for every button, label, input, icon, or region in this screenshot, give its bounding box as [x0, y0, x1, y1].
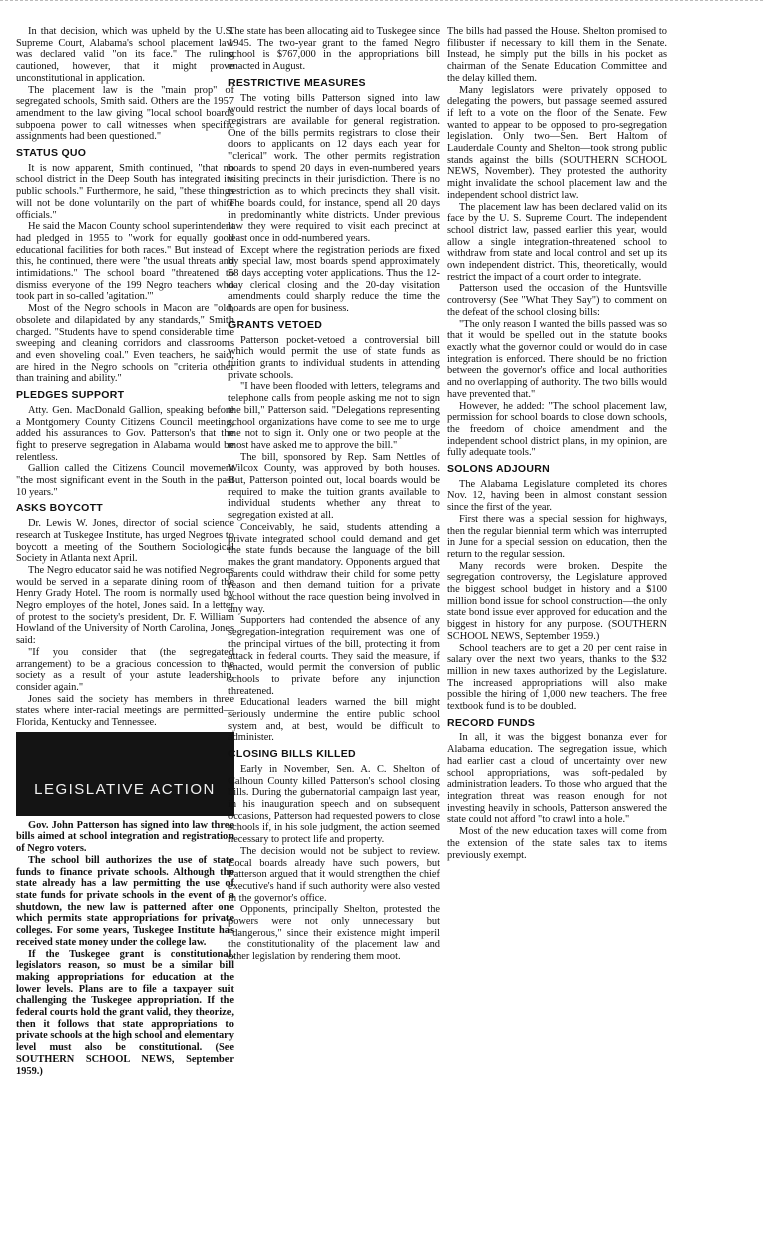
paragraph: Supporters had contended the absence of any segregation-integration requirement was one of the principal virtues of the bill, protecting it from attack in federal courts. They said the measure, if enacted, would permit the conversion of public schools to private before any injunction threatened. — [228, 615, 440, 697]
column-1 — [16, 26, 234, 1249]
section-heading: RECORD FUNDS — [447, 716, 536, 729]
paragraph: The placement law has been declared valid on its face by the U. S. Supreme Court. The independent school district law, passed earlier this year, would allow a single integration-threatened school to withdraw from state and local control and set up its own independent district. This, theoretically, would restrict the impact of a court order to integrate. — [447, 201, 667, 283]
paragraph: "If you consider that (the segregated arrangement) to be a gracious concession to the society as a result of your astute leadership, consider again." — [16, 646, 234, 693]
paragraph: The placement law is the "main prop" of segregated schools, Smith said. Others are the 1957 amendment to the law giving "local school boards subpoena power to call witnesses when specific assignments had been questioned." — [16, 84, 234, 143]
paragraph: In all, it was the biggest bonanza ever for Alabama education. The segregation issue, which had earlier cast a cloud of uncertainty over new school appropriations, was soft-pedaled by administration leaders. To those who argued that the integration threat was reason enough for not investing heavily in schools, Patterson answered the state could not afford "to crawl into a hole." — [447, 732, 667, 826]
section-banner: LEGISLATIVE ACTION — [16, 732, 234, 816]
article-block — [228, 26, 440, 73]
paragraph: The bill, sponsored by Rep. Sam Nettles of Wilcox County, was approved by both houses. But, Patterson pointed out, local boards would be required to make the tuition grants available to individual students whether any threat to segregation existed at all. — [228, 451, 440, 522]
article-block — [16, 26, 234, 143]
paragraph: Most of the Negro schools in Macon are "old, obsolete and dilapidated by any standards," Smith charged. "Students have to spend considerable time sweeping and cleaning corridors and classrooms and even shoveling coal." Even teachers, he said, are hired in the Negro schools on "criteria other than training and ability." — [16, 303, 234, 385]
paragraph: Early in November, Sen. A. C. Shelton of Calhoun County killed Patterson's school closing bills. During the gubernatorial campaign last year, in his inauguration speech and on subsequent occasions, Patterson had requested powers to close schools if, in his sole judgment, the action seemed necessary to protect life and property. — [228, 763, 440, 846]
article-block — [16, 820, 234, 1077]
paragraph: Educational leaders warned the bill might seriously undermine the entire public school system and, at best, would be difficult to administer. — [228, 697, 440, 744]
paragraph: Gov. John Patterson has signed into law three bills aimed at school integration and registration of Negro voters. — [16, 819, 234, 855]
paragraph: Conceivably, he said, students attending a private integrated school could demand and get the state funds because the language of the bill makes the grant mandatory. Opponents argued that parents could withdraw their child for some petty reason and then demand tuition for a private school without the race question being involved in any way. — [228, 521, 440, 615]
section-heading: RESTRICTIVE MEASURES — [228, 76, 366, 89]
column-3 — [447, 26, 667, 1249]
article-block — [228, 320, 440, 744]
article-block — [228, 749, 440, 963]
paragraph: If the Tuskegee grant is constitutional, legislators reason, so must be a similar bill making appropriations for education at the lower levels. Plans are to file a taxpayer suit challenging the Tuskegee appropriation. If the federal courts hold the grant valid, they theorize, then it follows that state appropriations to private schools at the high school and elementary level must also be constitutional. (See SOUTHERN SCHOOL NEWS, September 1959.) — [16, 948, 234, 1077]
paragraph: The bills had passed the House. Shelton promised to filibuster if necessary to kill them in the Senate. Instead, he simply put the bills in his pocket as chairman of the Senate Education Committee and the delay killed them. — [447, 26, 667, 84]
paragraph: Dr. Lewis W. Jones, director of social science research at Tuskegee Institute, has urged Negroes to boycott a meeting of the Southern Sociological Society in Atlanta next April. — [16, 518, 234, 565]
article-block — [16, 390, 234, 498]
paragraph: Many legislators were privately opposed to delegating the powers, but passage seemed assured if left to a vote on the floor of the Senate. Few wanted to appear to be opposed to pro-segregation legislation. Only two—Sen. Bert Haltom of Lauderdale County and Shelton—took strong public stands against the bills (SOUTHERN SCHOOL NEWS, November). They protested the authority might invalidate the school placement law and the independent school district law. — [447, 84, 667, 201]
section-heading: STATUS QUO — [16, 147, 87, 160]
paragraph: Patterson pocket-vetoed a controversial bill which would permit the use of state funds as tuition grants to individual students in attending private schools. — [228, 334, 440, 381]
section-heading: CLOSING BILLS KILLED — [228, 748, 356, 761]
paragraph: It is now apparent, Smith continued, "that no school district in the Deep South has integrated its public schools." Furthermore, he said, "these things will not be done voluntarily on the part of white officials." — [16, 162, 234, 221]
paragraph: Opponents, principally Shelton, protested the powers were not only unnecessary but "dangerous," since their existence might imperil the constitutionality of the placement law and other legislation by rendering them moot. — [228, 904, 440, 963]
paragraph: Except where the registration periods are fixed by special law, most boards spend approximately 58 days accepting voter applications. Thus the 12-day clerical closing and the 20-day visitation amendments could sharply reduce the time the boards are open for business. — [228, 244, 440, 315]
paragraph: In that decision, which was upheld by the U.S. Supreme Court, Alabama's school placement law was declared valid "on its face." The ruling cautioned, however, that it might prove unconstitutional in application. — [16, 26, 234, 84]
article-block — [16, 148, 234, 385]
paragraph: "I have been flooded with letters, telegrams and telephone calls from people asking me not to sign the bill," Patterson said. "Delegations representing school organizations have come to see me to urge me not to sign it. Only one or two people at the most have asked me to approve the bill." — [228, 381, 440, 451]
article-block — [447, 718, 667, 861]
paragraph: The Negro educator said he was notified Negroes would be served in a separate dining room of the Henry Grady Hotel. The room is normally used by Negro employes of the hotel, Jones said. In a letter of protest to the society's president, Dr. F. William Howland of the University of North Carolina, Jones said: — [16, 564, 234, 647]
paragraph: Gallion called the Citizens Council movement "the most significant event in the South in the past 10 years." — [16, 463, 234, 498]
section-heading: GRANTS VETOED — [228, 318, 323, 331]
paragraph: However, he added: "The school placement law, permission for school boards to close down schools, the freedom of choice amendment and the independent school district plans, in my opinion, are fully adequate tools." — [447, 400, 667, 459]
paragraph: First there was a special session for highways, then the regular biennial term which was interrupted in June for a special session on education, then the return to the regular session. — [447, 513, 667, 560]
paragraph: Most of the new education taxes will come from the extension of the state sales tax to items previously exempt. — [447, 826, 667, 861]
column-2 — [228, 26, 440, 1249]
paragraph: Patterson used the occasion of the Huntsville controversy (See "What They Say") to comment on the defeat of the school closing bills: — [447, 283, 667, 318]
article-block — [447, 464, 667, 713]
paragraph: The state has been allocating aid to Tuskegee since 1945. The two-year grant to the famed Negro school is $767,000 in the appropriations bill enacted in August. — [228, 26, 440, 73]
paragraph: He said the Macon County school superintendent had pledged in 1955 to "work for equally good educational facilities for both races." But instead of this, he continued, there were "the usual threats and intimidations." The school board "threatened to dismiss everyone of the 199 Negro teachers who took part in so-called 'agitation.'" — [16, 221, 234, 303]
paragraph: The decision would not be subject to review. Local boards already have such powers, but Patterson argued that it would strengthen the chief executive's hand if such authority were also vested in the governor's office. — [228, 845, 440, 904]
section-heading: PLEDGES SUPPORT — [16, 389, 125, 402]
paragraph: Many records were broken. Despite the segregation controversy, the Legislature approved the biggest school budget in history and a $100 million bond issue for school construction—the only state bond issue ever approved for education and the biggest in history for any purpose. (SOUTHERN SCHOOL NEWS, September 1959.) — [447, 560, 667, 642]
paragraph: The school bill authorizes the use of state funds to finance private schools. Although the state already has a law permitting the use of state funds for private schools in the event of a shutdown, the new law is patterned after one which permits state appropriations for private colleges. For some years, Tuskegee Institute has received state money under the college law. — [16, 854, 234, 948]
paragraph: School teachers are to get a 20 per cent raise in salary over the next two years, thanks to the $32 million in new taxes authorized by the Legislature. The increased appropriations will also make possible the hiring of 1,000 new teachers. The free textbook fund is to be doubled. — [447, 642, 667, 713]
paragraph: The Alabama Legislature completed its chores Nov. 12, having been in almost constant session since the first of the year. — [447, 478, 667, 514]
paragraph: The voting bills Patterson signed into law would restrict the number of days local boards of registrars are available for general registration. One of the bills permits registrars to close their doors to applicants on 12 days each year for "clerical" work. The other permits registration boards to spend 20 days in even-numbered years visiting precincts in their jurisdiction. There is no restriction as to which precincts they shall visit. The boards could, for instance, spend all 20 days in predominantly white districts. Under previous law they were required to visit each precinct at least once in odd-numbered years. — [228, 92, 440, 244]
article-block — [228, 78, 440, 315]
section-heading: ASKS BOYCOTT — [16, 502, 104, 515]
paragraph: Jones said the society has members in three states where inter-racial meetings are permitted—Florida, Kentucky and Tennessee. — [16, 693, 234, 729]
article-block — [447, 26, 667, 459]
section-heading: SOLONS ADJOURN — [447, 463, 550, 476]
paragraph: "The only reason I wanted the bills passed was so that it would be spelled out in the statute books exactly what the governor could or would do in case integration is enforced. There should be no friction between the governor's office and local authorities and no overlapping of authority. The two bills would have prevented that." — [447, 318, 667, 400]
article-block — [16, 503, 234, 728]
paragraph: Atty. Gen. MacDonald Gallion, speaking before a Montgomery County Citizens Council meeting, added his assurances to Gov. Patterson's that the fight to preserve segregation in Alabama would be relentless. — [16, 404, 234, 463]
page-top-rule — [0, 0, 763, 2]
